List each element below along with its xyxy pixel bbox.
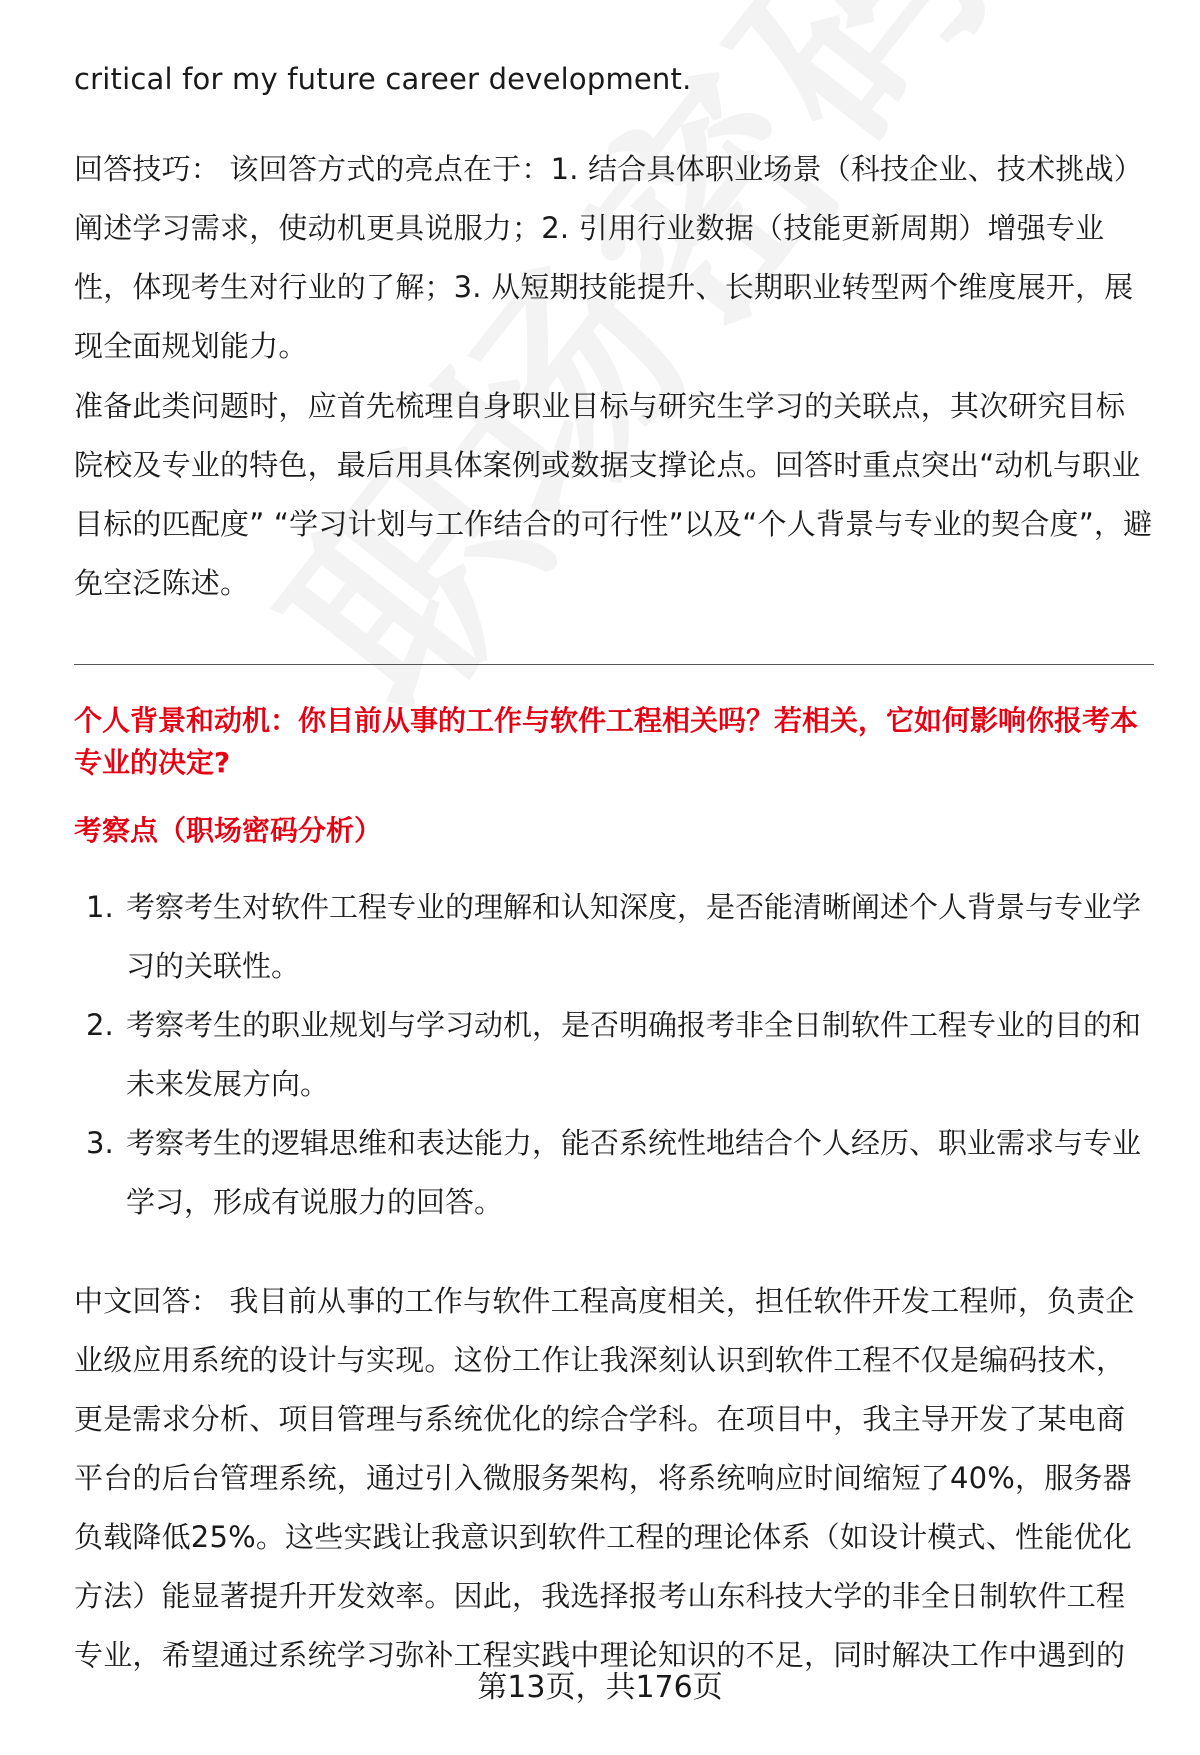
assessment-points-list: [74, 878, 1154, 1232]
list-item: [74, 878, 1154, 996]
preparation-advice-paragraph: 准备此类问题时，应首先梳理自身职业目标与研究生学习的关联点，其次研究目标院校及专业的特色，最后用具体案例或数据支撑论点。回答时重点突出“动机与职业目标的匹配度” “学习计划与工作结合的可行性”以及“个人背景与专业的契合度”，避免空泛陈述。: [74, 389, 1153, 600]
list-item-text: 考察考生的职业规划与学习动机，是否明确报考非全日制软件工程专业的目的和未来发展方向。: [126, 1008, 1142, 1101]
assessment-points-title: 考察点（职场密码分析）: [74, 814, 383, 847]
previous-answer-tail: critical for my future career development.: [74, 62, 692, 96]
list-item: [74, 1114, 1154, 1232]
section-divider: [74, 664, 1154, 665]
interview-question: 个人背景和动机：你目前从事的工作与软件工程相关吗？若相关，它如何影响你报考本专业的决定?: [74, 704, 1139, 779]
answer-tips-paragraph: 回答技巧： 该回答方式的亮点在于：1. 结合具体职业场景（科技企业、技术挑战）阐述学习需求，使动机更具说服力；2. 引用行业数据（技能更新周期）增强专业性，体现考生对行业的了解；3. 从短期技能提升、长期职业转型两个维度展开，展现全面规划能力。: [74, 152, 1143, 363]
chinese-answer-paragraph: 中文回答： 我目前从事的工作与软件工程高度相关，担任软件开发工程师，负责企业级应用系统的设计与实现。这份工作让我深刻认识到软件工程不仅是编码技术，更是需求分析、项目管理与系统优化的综合学科。在项目中，我主导开发了某电商平台的后台管理系统，通过引入微服务架构，将系统响应时间缩短了40%，服务器负载降低25%。这些实践让我意识到软件工程的理论体系（如设计模式、性能优化方法）能显著提升开发效率。因此，我选择报考山东科技大学的非全日制软件工程专业，希望通过系统学习弥补工程实践中理论知识的不足，同时解决工作中遇到的: [74, 1284, 1135, 1672]
list-item-text: 考察考生对软件工程专业的理解和认知深度，是否能清晰阐述个人背景与专业学习的关联性。: [126, 890, 1142, 983]
list-item-text: 考察考生的逻辑思维和表达能力，能否系统性地结合个人经历、职业需求与专业学习，形成有说服力的回答。: [126, 1126, 1142, 1219]
list-item-number: 2.: [86, 1008, 114, 1042]
list-item: [74, 996, 1154, 1114]
list-item-number: 1.: [86, 890, 114, 924]
page-number-footer: 第13页，共176页: [477, 1670, 723, 1705]
list-item-number: 3.: [86, 1126, 114, 1160]
